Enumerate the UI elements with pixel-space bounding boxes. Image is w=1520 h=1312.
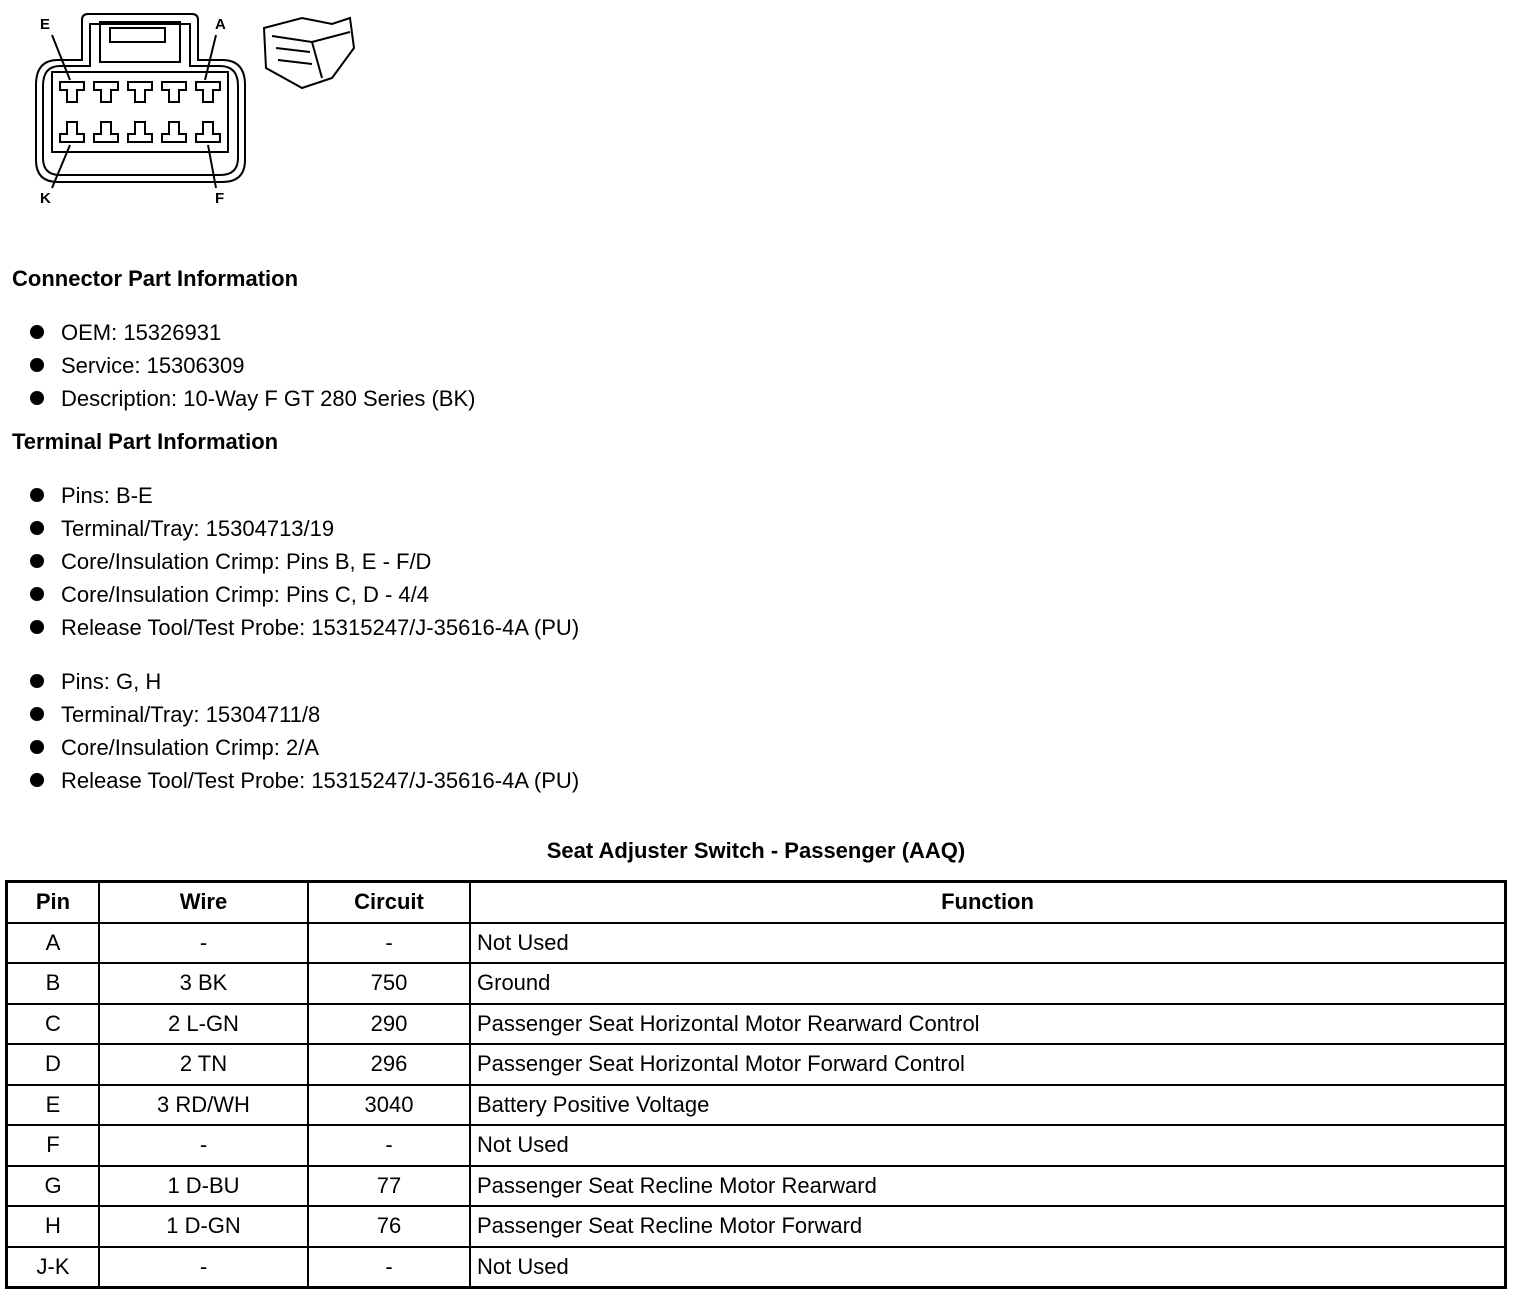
terminal-cavity-icon <box>128 122 152 142</box>
header-pin: Pin <box>7 882 100 923</box>
cell-function: Passenger Seat Horizontal Motor Rearward Control <box>470 1004 1506 1045</box>
cell-circuit: 77 <box>308 1166 470 1207</box>
table-row <box>7 1247 1506 1288</box>
bullet-text: OEM: 15326931 <box>61 320 222 345</box>
terminal-cavity-icon <box>162 122 186 142</box>
table-row <box>7 1125 1506 1166</box>
cell-pin: G <box>7 1166 100 1207</box>
bullet-item <box>30 768 579 794</box>
bullet-item <box>30 669 161 695</box>
bullet-icon <box>30 554 44 568</box>
terminal-cavity-icon <box>94 82 118 102</box>
cell-function: Ground <box>470 963 1506 1004</box>
cell-circuit: - <box>308 1247 470 1288</box>
header-function: Function <box>470 882 1506 923</box>
terminal-cavity-icon <box>60 122 84 142</box>
bullet-item <box>30 483 153 509</box>
bullet-icon <box>30 674 44 688</box>
bullet-icon <box>30 325 44 339</box>
bullet-item <box>30 353 244 379</box>
terminal-cavity-icon <box>128 82 152 102</box>
bullet-icon <box>30 707 44 721</box>
bullet-text: Core/Insulation Crimp: Pins C, D - 4/4 <box>61 582 430 607</box>
bullet-text: Service: 15306309 <box>61 353 245 378</box>
table-row <box>7 1166 1506 1207</box>
table-row <box>7 1206 1506 1247</box>
cell-function: Passenger Seat Recline Motor Forward <box>470 1206 1506 1247</box>
cell-circuit: 3040 <box>308 1085 470 1126</box>
bullet-item <box>30 320 221 346</box>
bullet-icon <box>30 740 44 754</box>
header-wire: Wire <box>99 882 308 923</box>
bullet-item <box>30 549 431 575</box>
table-title: Seat Adjuster Switch - Passenger (AAQ) <box>546 838 966 863</box>
terminal-cavity-icon <box>162 82 186 102</box>
bullet-icon <box>30 773 44 787</box>
cell-circuit: 296 <box>308 1044 470 1085</box>
pin-label-f: F <box>215 190 225 207</box>
cell-wire: 1 D-GN <box>99 1206 308 1247</box>
pin-label-k: K <box>40 190 51 207</box>
bullet-text: Terminal/Tray: 15304711/8 <box>61 702 321 727</box>
connector-face-diagram <box>0 0 370 215</box>
cell-pin: F <box>7 1125 100 1166</box>
bullet-icon <box>30 521 44 535</box>
bullet-text: Description: 10-Way F GT 280 Series (BK) <box>61 386 476 411</box>
cell-wire: - <box>99 1125 308 1166</box>
bullet-item <box>30 702 320 728</box>
bullet-item <box>30 615 579 641</box>
pin-label-a: A <box>215 16 226 33</box>
cell-function: Not Used <box>470 1247 1506 1288</box>
cell-pin: E <box>7 1085 100 1126</box>
bullet-text: Pins: B-E <box>61 483 153 508</box>
terminal-cavity-icon <box>94 122 118 142</box>
cell-function: Passenger Seat Horizontal Motor Forward Control <box>470 1044 1506 1085</box>
table-row <box>7 963 1506 1004</box>
cell-circuit: 76 <box>308 1206 470 1247</box>
pinout-table <box>5 880 1507 1289</box>
cell-wire: 2 L-GN <box>99 1004 308 1045</box>
cell-function: Not Used <box>470 1125 1506 1166</box>
bullet-text: Core/Insulation Crimp: Pins B, E - F/D <box>61 549 432 574</box>
connector-heading: Connector Part Information <box>12 266 299 291</box>
terminal-heading: Terminal Part Information <box>12 429 279 454</box>
bullet-text: Core/Insulation Crimp: 2/A <box>61 735 319 760</box>
terminal-cavity-icon <box>196 82 220 102</box>
bullet-icon <box>30 358 44 372</box>
cell-pin: A <box>7 923 100 964</box>
cell-wire: 3 BK <box>99 963 308 1004</box>
table-header-row <box>7 882 1506 923</box>
cell-pin: H <box>7 1206 100 1247</box>
cell-function: Battery Positive Voltage <box>470 1085 1506 1126</box>
bullet-item <box>30 582 429 608</box>
bullet-icon <box>30 620 44 634</box>
bullet-icon <box>30 391 44 405</box>
cell-pin: D <box>7 1044 100 1085</box>
cell-function: Not Used <box>470 923 1506 964</box>
table-row <box>7 1004 1506 1045</box>
bullet-item <box>30 735 319 761</box>
cell-wire: 2 TN <box>99 1044 308 1085</box>
bullet-item <box>30 516 334 542</box>
cell-function: Passenger Seat Recline Motor Rearward <box>470 1166 1506 1207</box>
table-row <box>7 923 1506 964</box>
cell-circuit: 290 <box>308 1004 470 1045</box>
cell-circuit: 750 <box>308 963 470 1004</box>
cell-circuit: - <box>308 923 470 964</box>
cell-wire: 1 D-BU <box>99 1166 308 1207</box>
cell-pin: J-K <box>7 1247 100 1288</box>
cell-pin: C <box>7 1004 100 1045</box>
bullet-icon <box>30 488 44 502</box>
terminal-cavity-icon <box>196 122 220 142</box>
table-row <box>7 1044 1506 1085</box>
bullet-item <box>30 386 475 412</box>
cell-wire: 3 RD/WH <box>99 1085 308 1126</box>
pin-label-e: E <box>40 16 51 33</box>
bullet-icon <box>30 587 44 601</box>
bullet-text: Release Tool/Test Probe: 15315247/J-35616-4A (PU) <box>61 615 580 640</box>
table-row <box>7 1085 1506 1126</box>
header-circuit: Circuit <box>308 882 470 923</box>
cell-circuit: - <box>308 1125 470 1166</box>
cell-pin: B <box>7 963 100 1004</box>
bullet-text: Pins: G, H <box>61 669 162 694</box>
cell-wire: - <box>99 923 308 964</box>
bullet-text: Terminal/Tray: 15304713/19 <box>61 516 335 541</box>
cell-wire: - <box>99 1247 308 1288</box>
bullet-text: Release Tool/Test Probe: 15315247/J-35616-4A (PU) <box>61 768 580 793</box>
terminal-cavity-icon <box>60 82 84 102</box>
